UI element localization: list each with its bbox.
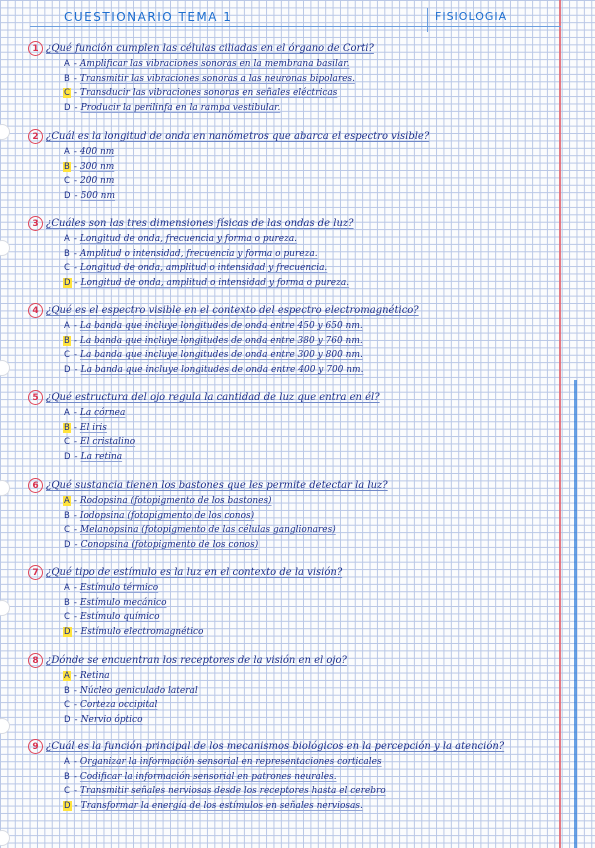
question-header: [28, 389, 548, 406]
punch-hole: [0, 480, 10, 496]
option-letter: D: [64, 103, 71, 114]
answer-option: [63, 698, 548, 713]
option-letter: B: [64, 73, 70, 84]
option-letter: A: [64, 583, 70, 594]
question-text: ¿Qué sustancia tienen los bastones que les permite detectar la luz?: [46, 480, 388, 491]
option-text: Estímulo térmico: [79, 583, 159, 594]
option-letter: B: [64, 248, 70, 259]
option-separator: -: [73, 234, 77, 245]
option-separator: -: [74, 540, 78, 551]
option-separator: -: [73, 88, 78, 99]
answer-option: [63, 319, 548, 334]
option-text: Amplificar las vibraciones sonoras en la membrana basilar.: [79, 59, 350, 70]
option-separator: -: [73, 176, 78, 187]
subject-label: FISIOLOGIA: [435, 10, 508, 23]
question-number: 6: [28, 478, 43, 493]
answer-option: [63, 406, 548, 421]
option-separator: -: [73, 771, 77, 782]
answer-option: [63, 232, 548, 247]
punch-hole: [0, 240, 10, 256]
option-separator: -: [73, 161, 77, 172]
option-separator: -: [73, 525, 78, 536]
question-block: [28, 738, 548, 813]
option-text: La retina: [80, 452, 123, 463]
option-list: [63, 494, 548, 552]
option-separator: -: [73, 321, 77, 332]
option-letter: D: [64, 801, 71, 812]
option-text: Producir la perilinfa en la rampa vestibular.: [80, 103, 281, 114]
question-block: [28, 477, 548, 552]
margin-line: [559, 0, 561, 848]
option-separator: -: [74, 191, 78, 202]
option-separator: -: [74, 278, 78, 289]
question-header: [28, 128, 548, 145]
option-letter: D: [64, 452, 71, 463]
option-separator: -: [73, 335, 77, 346]
answer-option: [63, 755, 548, 770]
option-separator: -: [73, 408, 77, 419]
answer-option: [63, 669, 548, 684]
option-separator: -: [73, 248, 77, 259]
question-header: [28, 652, 548, 669]
option-text: La banda que incluye longitudes de onda entre 450 y 650 nm.: [79, 321, 363, 332]
option-text: Transmitir señales nerviosas desde los receptores hasta el cerebro: [80, 786, 386, 797]
answer-option: [63, 276, 548, 291]
option-separator: -: [74, 801, 78, 812]
question-block: [28, 302, 548, 377]
answer-option: [63, 610, 548, 625]
option-letter: B: [64, 422, 70, 433]
option-separator: -: [74, 715, 78, 726]
answer-option: [63, 435, 548, 450]
answer-option: [63, 145, 548, 160]
header-rule: [30, 26, 561, 27]
answer-option: [63, 261, 548, 276]
option-letter: C: [64, 612, 70, 623]
answer-option: [63, 189, 548, 204]
option-letter: A: [64, 671, 70, 682]
option-letter: D: [64, 365, 71, 376]
option-letter: A: [64, 757, 70, 768]
option-text: 200 nm: [80, 176, 115, 187]
option-letter: D: [64, 627, 71, 638]
option-text: La banda que incluye longitudes de onda entre 300 y 800 nm.: [80, 350, 363, 361]
option-letter: A: [64, 321, 70, 332]
option-letter: B: [64, 335, 70, 346]
option-text: 500 nm: [80, 191, 115, 202]
option-separator: -: [73, 496, 77, 507]
question-header: [28, 302, 548, 319]
question-text: ¿Qué estructura del ojo regula la cantidad de luz que entra en él?: [46, 392, 380, 403]
option-separator: -: [73, 786, 78, 797]
answer-option: [63, 625, 548, 640]
option-letter: B: [64, 685, 70, 696]
question-number: 8: [28, 653, 43, 668]
question-number: 9: [28, 739, 43, 754]
option-text: 400 nm: [79, 147, 115, 158]
option-separator: -: [73, 59, 77, 70]
option-text: Transmitir las vibraciones sonoras a las neuronas bipolares.: [79, 73, 355, 84]
answer-option: [63, 247, 548, 262]
answer-option: [63, 494, 548, 509]
option-letter: D: [64, 191, 71, 202]
answer-option: [63, 86, 548, 101]
option-list: [63, 755, 548, 813]
option-text: Longitud de onda, frecuencia y forma o pureza.: [79, 234, 298, 245]
option-text: Longitud de onda, amplitud o intensidad y frecuencia.: [80, 263, 328, 274]
option-letter: C: [64, 176, 70, 187]
option-text: Rodopsina (fotopigmento de los bastones): [79, 496, 272, 507]
question-number: 1: [28, 41, 43, 56]
option-text: Longitud de onda, amplitud o intensidad y forma o pureza.: [80, 278, 350, 289]
option-text: Amplitud o intensidad, frecuencia y forma o pureza.: [79, 248, 318, 259]
answer-option: [63, 523, 548, 538]
answer-option: [63, 450, 548, 465]
option-text: El cristalino: [80, 437, 136, 448]
question-text: ¿Cuáles son las tres dimensiones físicas de las ondas de luz?: [46, 218, 354, 229]
option-separator: -: [74, 452, 78, 463]
option-letter: D: [64, 715, 71, 726]
question-block: [28, 564, 548, 639]
question-header: [28, 40, 548, 57]
option-letter: B: [64, 597, 70, 608]
option-letter: C: [64, 88, 70, 99]
answer-option: [63, 348, 548, 363]
option-letter: D: [64, 278, 71, 289]
question-block: [28, 40, 548, 115]
option-letter: A: [64, 496, 70, 507]
answer-option: [63, 174, 548, 189]
option-letter: A: [64, 408, 70, 419]
answer-option: [63, 72, 548, 87]
question-number: 4: [28, 303, 43, 318]
answer-option: [63, 509, 548, 524]
question-header: [28, 738, 548, 755]
answer-option: [63, 596, 548, 611]
question-text: ¿Dónde se encuentran los receptores de la visión en el ojo?: [46, 655, 347, 666]
option-letter: C: [64, 786, 70, 797]
header-separator: [427, 8, 428, 32]
option-separator: -: [73, 263, 78, 274]
question-number: 5: [28, 390, 43, 405]
answer-option: [63, 784, 548, 799]
option-letter: A: [64, 234, 70, 245]
option-letter: B: [64, 771, 70, 782]
answer-option: [63, 334, 548, 349]
question-block: [28, 652, 548, 727]
option-separator: -: [73, 757, 77, 768]
option-separator: -: [73, 597, 77, 608]
option-letter: C: [64, 263, 70, 274]
option-separator: -: [73, 422, 77, 433]
answer-option: [63, 770, 548, 785]
answer-option: [63, 363, 548, 378]
option-text: Iodopsina (fotopigmento de los conos): [79, 510, 255, 521]
option-text: Codificar la información sensorial en patrones neurales.: [79, 771, 337, 782]
option-text: Estímulo electromagnético: [80, 627, 204, 638]
option-text: La córnea: [79, 408, 126, 419]
option-separator: -: [73, 350, 78, 361]
page-title: CUESTIONARIO TEMA 1: [64, 10, 233, 24]
answer-option: [63, 101, 548, 116]
option-separator: -: [73, 700, 78, 711]
option-letter: C: [64, 350, 70, 361]
option-letter: A: [64, 147, 70, 158]
question-text: ¿Qué tipo de estímulo es la luz en el contexto de la visión?: [46, 567, 343, 578]
option-letter: D: [64, 540, 71, 551]
option-list: [63, 669, 548, 727]
option-text: Corteza occipital: [80, 700, 158, 711]
option-separator: -: [73, 510, 77, 521]
option-letter: B: [64, 161, 70, 172]
page-header: [30, 8, 555, 28]
option-separator: -: [73, 437, 78, 448]
question-header: [28, 215, 548, 232]
answer-option: [63, 421, 548, 436]
punch-hole: [0, 360, 10, 376]
question-text: ¿Cuál es la longitud de onda en nanómetros que abarca el espectro visible?: [46, 131, 430, 142]
option-separator: -: [73, 612, 78, 623]
option-text: La banda que incluye longitudes de onda entre 400 y 700 nm.: [80, 365, 364, 376]
option-text: Núcleo geniculado lateral: [79, 685, 198, 696]
answer-option: [63, 684, 548, 699]
option-list: [63, 232, 548, 290]
question-header: [28, 477, 548, 494]
option-text: Estímulo mecánico: [79, 597, 167, 608]
punch-hole: [0, 718, 10, 734]
question-header: [28, 564, 548, 581]
option-text: Estímulo químico: [80, 612, 160, 623]
option-text: Organizar la información sensorial en representaciones corticales: [79, 757, 382, 768]
answer-option: [63, 160, 548, 175]
option-letter: A: [64, 59, 70, 70]
option-separator: -: [73, 583, 77, 594]
option-letter: C: [64, 525, 70, 536]
option-text: Transducir las vibraciones sonoras en señales eléctricas: [80, 88, 338, 99]
answer-option: [63, 581, 548, 596]
option-text: Transformar la energía de los estímulos en señales nerviosas.: [80, 801, 363, 812]
answer-option: [63, 538, 548, 553]
option-text: Melanopsina (fotopigmento de las células ganglionares): [80, 525, 336, 536]
option-letter: C: [64, 700, 70, 711]
option-separator: -: [74, 103, 78, 114]
option-list: [63, 581, 548, 639]
option-separator: -: [73, 671, 77, 682]
option-list: [63, 406, 548, 464]
answer-option: [63, 57, 548, 72]
punch-hole: [0, 124, 10, 140]
option-list: [63, 319, 548, 377]
option-letter: B: [64, 510, 70, 521]
question-block: [28, 215, 548, 290]
option-separator: -: [73, 147, 77, 158]
question-number: 3: [28, 216, 43, 231]
question-text: ¿Qué es el espectro visible en el contexto del espectro electromagnético?: [46, 305, 419, 316]
answer-option: [63, 713, 548, 728]
option-separator: -: [73, 685, 77, 696]
option-text: Nervio óptico: [80, 715, 143, 726]
question-text: ¿Qué función cumplen las células ciliadas en el órgano de Corti?: [46, 43, 374, 54]
punch-hole: [0, 830, 10, 846]
option-separator: -: [73, 73, 77, 84]
option-letter: C: [64, 437, 70, 448]
option-list: [63, 145, 548, 203]
question-block: [28, 128, 548, 203]
answer-option: [63, 799, 548, 814]
question-block: [28, 389, 548, 464]
punch-hole: [0, 600, 10, 616]
page-edge-mark: [574, 380, 577, 848]
option-text: Retina: [79, 671, 110, 682]
question-number: 2: [28, 129, 43, 144]
option-list: [63, 57, 548, 115]
option-text: La banda que incluye longitudes de onda entre 380 y 760 nm.: [79, 335, 363, 346]
option-text: Conopsina (fotopigmento de los conos): [80, 540, 259, 551]
question-number: 7: [28, 565, 43, 580]
option-separator: -: [74, 627, 78, 638]
option-text: 300 nm: [79, 161, 115, 172]
question-text: ¿Cuál es la función principal de los mecanismos biológicos en la percepción y la atención?: [46, 741, 505, 752]
option-separator: -: [74, 365, 78, 376]
option-text: El iris: [79, 422, 107, 433]
